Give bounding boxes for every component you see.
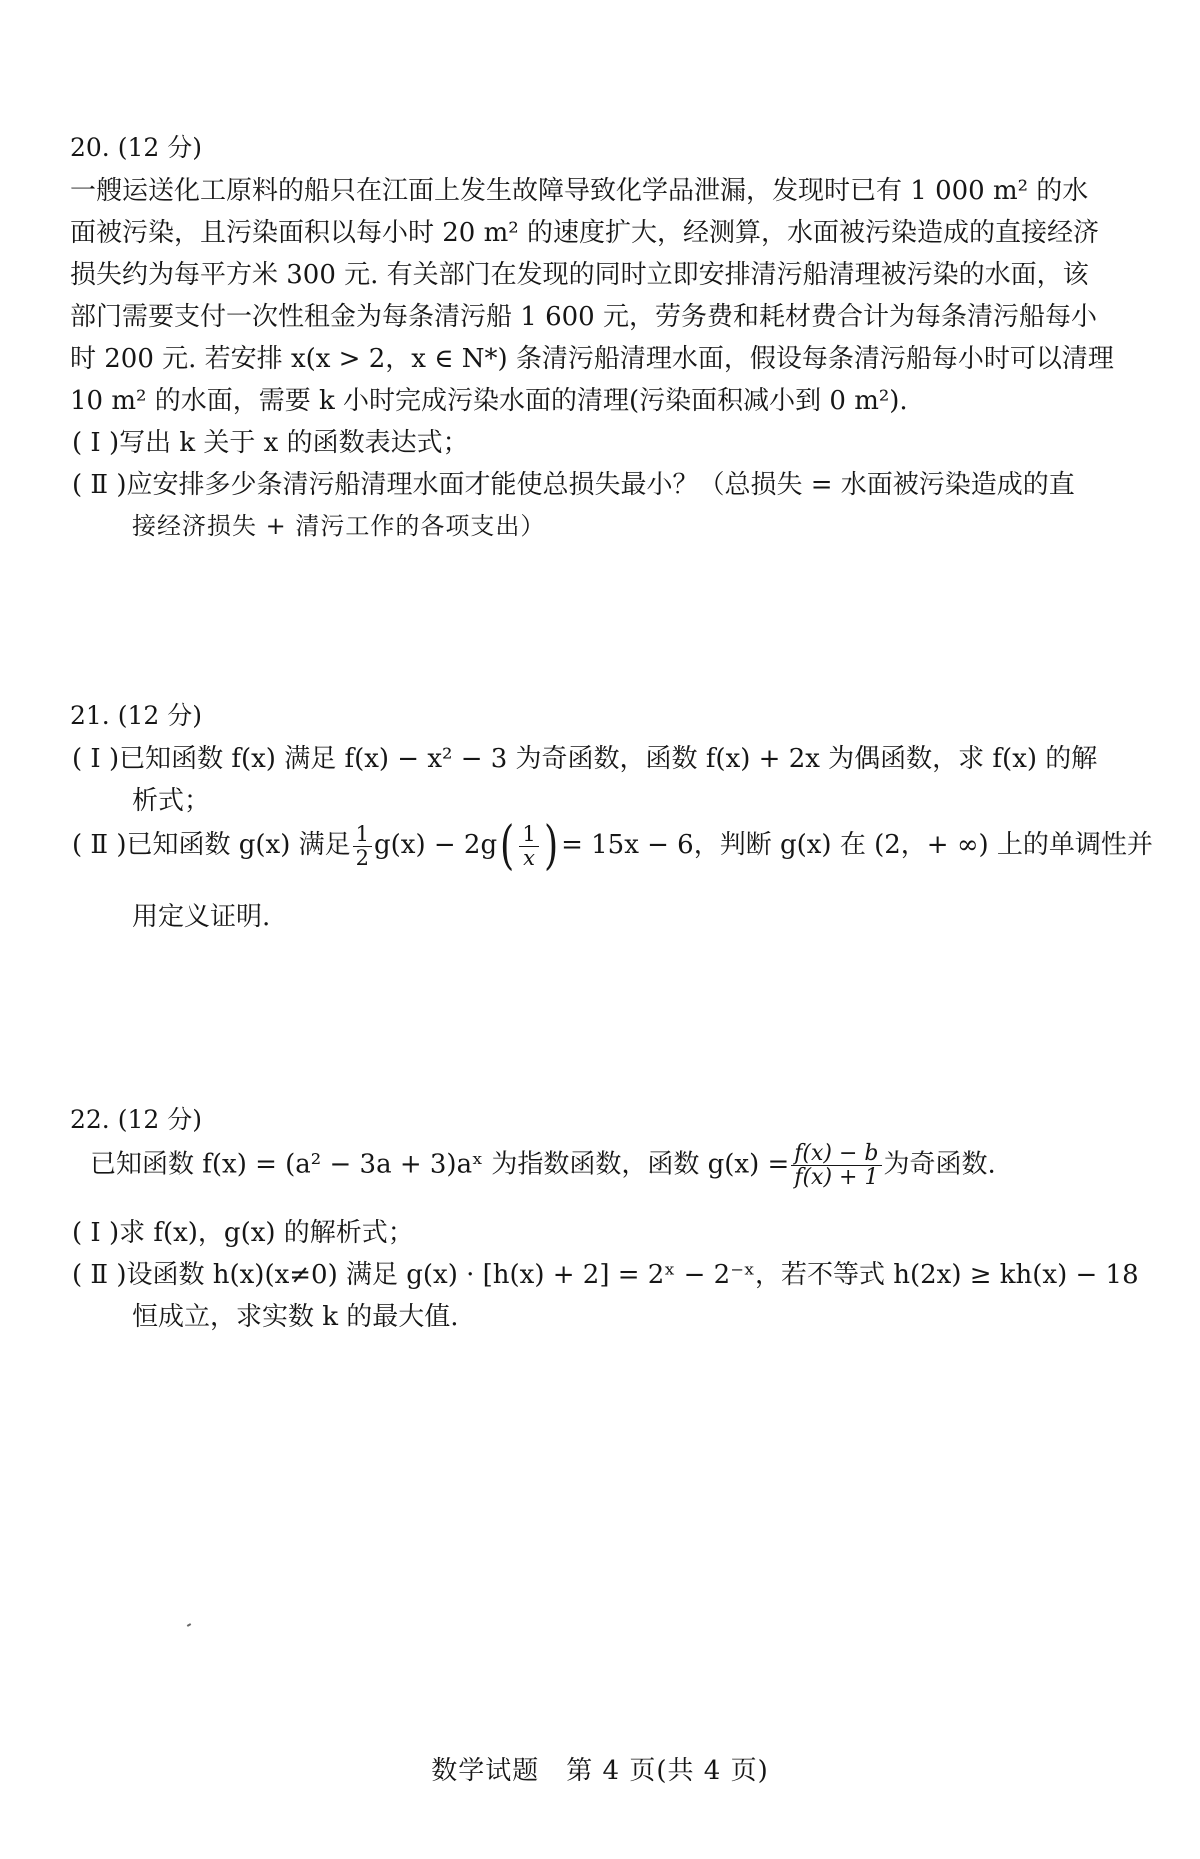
question-22-part-2-line-2: 恒成立，求实数 k 的最大值.: [132, 1302, 459, 1332]
question-21-part-2-suffix: = 15x − 6，判断 g(x) 在 (2，+ ∞) 上的单调性并: [561, 830, 1153, 860]
fraction-one-over-x: $\frac{1}{x}$: [519, 823, 538, 868]
question-20-line-4: 部门需要支付一次性租金为每条清污船 1 600 元，劳务费和耗材费合计为每条清污船每小: [70, 302, 1097, 332]
question-21-part-2-line-1: ( Ⅱ )已知函数 g(x) 满足 $\frac{1}{2}$ g(x) − 2g( $\frac{1}{x}$ ) = 15x − 6，判断 g(x) 在 (2，+ ∞) 上的单调性并: [72, 816, 1153, 876]
question-22-intro-prefix: 已知函数 f(x) = (a² − 3a + 3)aˣ 为指数函数，函数 g(x) =: [90, 1149, 790, 1180]
question-22-heading: 22. (12 分): [70, 1105, 202, 1134]
question-20-heading: 20. (12 分): [70, 133, 202, 162]
question-22-intro: [90, 1142, 996, 1189]
fraction-g-definition: $\frac{f(x) - b}{f(x) + 1}$: [791, 1142, 881, 1189]
question-20-part-2-line-1: ( Ⅱ )应安排多少条清污船清理水面才能使总损失最小？（总损失 = 水面被污染造成的直: [72, 470, 1075, 500]
scan-speck: [187, 1623, 191, 1627]
question-21-part-2-line-2: 用定义证明.: [132, 902, 271, 932]
question-22-part-1: ( Ⅰ )求 f(x)，g(x) 的解析式；: [72, 1218, 414, 1248]
question-20-line-6: 10 m² 的水面，需要 k 小时完成污染水面的清理(污染面积减小到 0 m²).: [70, 386, 908, 416]
question-21-part-2-prefix: ( Ⅱ )已知函数 g(x) 满足: [72, 830, 351, 860]
question-20-line-3: 损失约为每平方米 300 元. 有关部门在发现的同时立即安排清污船清理被污染的水面，该: [70, 260, 1089, 290]
question-20-line-1: 一艘运送化工原料的船只在江面上发生故障导致化学品泄漏，发现时已有 1 000 m² 的水: [70, 176, 1089, 206]
question-20-line-5: 时 200 元. 若安排 x(x > 2，x ∈ N*) 条清污船清理水面，假设每条清污船每小时可以清理: [70, 344, 1114, 374]
fraction-one-half: $\frac{1}{2}$: [353, 823, 372, 868]
question-21-part-1-line-1: ( Ⅰ )已知函数 f(x) 满足 f(x) − x² − 3 为奇函数，函数 f(x) + 2x 为偶函数，求 f(x) 的解: [72, 744, 1098, 774]
question-21-heading: 21. (12 分): [70, 701, 202, 730]
page-footer: 数学试题 第 4 页(共 4 页): [431, 1756, 769, 1786]
question-22-intro-suffix: 为奇函数.: [883, 1149, 996, 1180]
question-20-part-2-line-2: 接经济损失 + 清污工作的各项支出）: [132, 512, 546, 540]
question-21-part-2-middle: g(x) − 2g: [374, 830, 498, 860]
question-20-line-2: 面被污染，且污染面积以每小时 20 m² 的速度扩大，经测算，水面被污染造成的直接经济: [70, 218, 1099, 248]
question-20-part-1: ( Ⅰ )写出 k 关于 x 的函数表达式；: [72, 428, 469, 458]
question-22-part-2-line-1: ( Ⅱ )设函数 h(x)(x≠0) 满足 g(x) · [h(x) + 2] = 2ˣ − 2⁻ˣ，若不等式 h(2x) ≥ kh(x) − 18: [72, 1260, 1139, 1290]
question-21-part-1-line-2: 析式；: [132, 786, 211, 816]
